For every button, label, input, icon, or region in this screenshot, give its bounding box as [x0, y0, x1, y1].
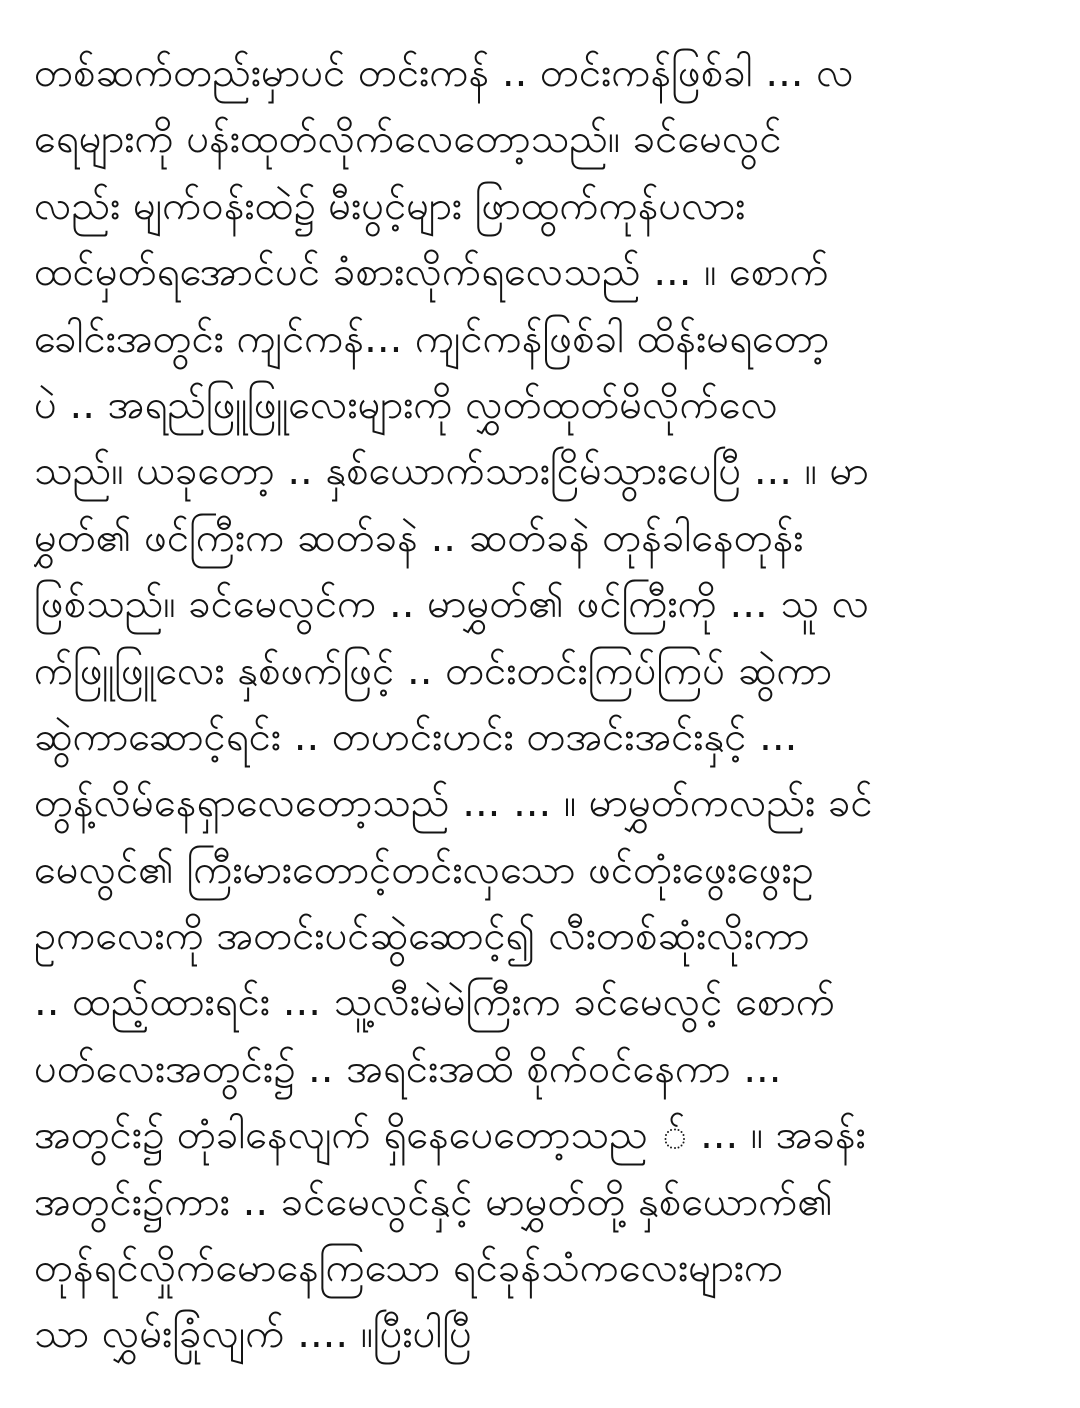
text-line: ပဲ .. အရည်ဖြူဖြူလေးများကို လွှတ်ထုတ်မိလိုက်လေ [34, 381, 779, 428]
story-text [34, 40, 1054, 1368]
text-line: တစ်ဆက်တည်းမှာပင် တင်းကန် .. တင်းကန်ဖြစ်ခါ ... လ [34, 50, 854, 96]
text-line: တုန်ရင်လှိုက်မောနေကြသော ရင်ခုန်သံကလေးများက [34, 1245, 784, 1292]
text-line: ရေများကို ပန်းထုတ်လိုက်လေတော့သည်။ ခင်မေလွင် [34, 116, 782, 163]
text-line: အတွင်း၌ကား .. ခင်မေလွင်နှင့် မာမွှတ်တို့ နှစ်ယောက်၏ [34, 1178, 833, 1225]
text-line: မွှတ်၏ ဖင်ကြီးက ဆတ်ခနဲ .. ဆတ်ခနဲ တုန်ခါနေတုန်း [34, 514, 804, 561]
text-line: အတွင်း၌ တုံခါနေလျက် ရှိနေပေတော့သည ် ... ။ အခန်း [34, 1112, 866, 1159]
text-line: လည်း မျက်ဝန်းထဲ၌ မီးပွင့်များ ဖြာထွက်ကုန်ပလား [34, 182, 746, 229]
text-line: တွန့်လိမ်နေရှာလေတော့သည် ... ... ။ မာမွှတ်ကလည်း ခင် [34, 780, 873, 827]
text-line: ဆွဲကာဆောင့်ရင်း .. တဟင်းဟင်း တအင်းအင်းနှင့် ... [34, 713, 798, 760]
text-line: ဖြစ်သည်။ ခင်မေလွင်က .. မာမွှတ်၏ ဖင်ကြီးကို ... သူ လ [34, 581, 870, 628]
text-line: ဥကလေးကို အတင်းပင်ဆွဲဆောင့်၍ လီးတစ်ဆုံးလိုးကာ [34, 913, 810, 960]
text-line: သာ လွှမ်းခြုံလျက် .... ။ပြီးပါပြီ [34, 1311, 472, 1358]
text-line: ပတ်လေးအတွင်း၌ .. အရင်းအထိ စိုက်ဝင်နေကာ ... [34, 1045, 782, 1092]
text-line: ထင်မှတ်ရအောင်ပင် ခံစားလိုက်ရလေသည် ... ။ စောက် [34, 249, 829, 296]
text-line: မေလွင်၏ ကြီးမားတောင့်တင်းလှသော ဖင်တုံးဖွေးဖွေးဥ [34, 846, 814, 893]
text-line: .. ထည့်ထားရင်း ... သူ့လီးမဲမဲကြီးက ခင်မေလွင့် စောက် [34, 979, 836, 1026]
text-line: ခေါင်းအတွင်း ကျင်ကန်... ကျင်ကန်ဖြစ်ခါ ထိန်းမရတော့ [34, 315, 830, 362]
text-line: က်ဖြူဖြူလေး နှစ်ဖက်ဖြင့် .. တင်းတင်းကြပ်ကြပ် ဆွဲကာ [34, 647, 833, 694]
text-line: သည်။ ယခုတော့ .. နှစ်ယောက်သားငြိမ်သွားပေပြီ ... ။ မာ [34, 448, 869, 495]
